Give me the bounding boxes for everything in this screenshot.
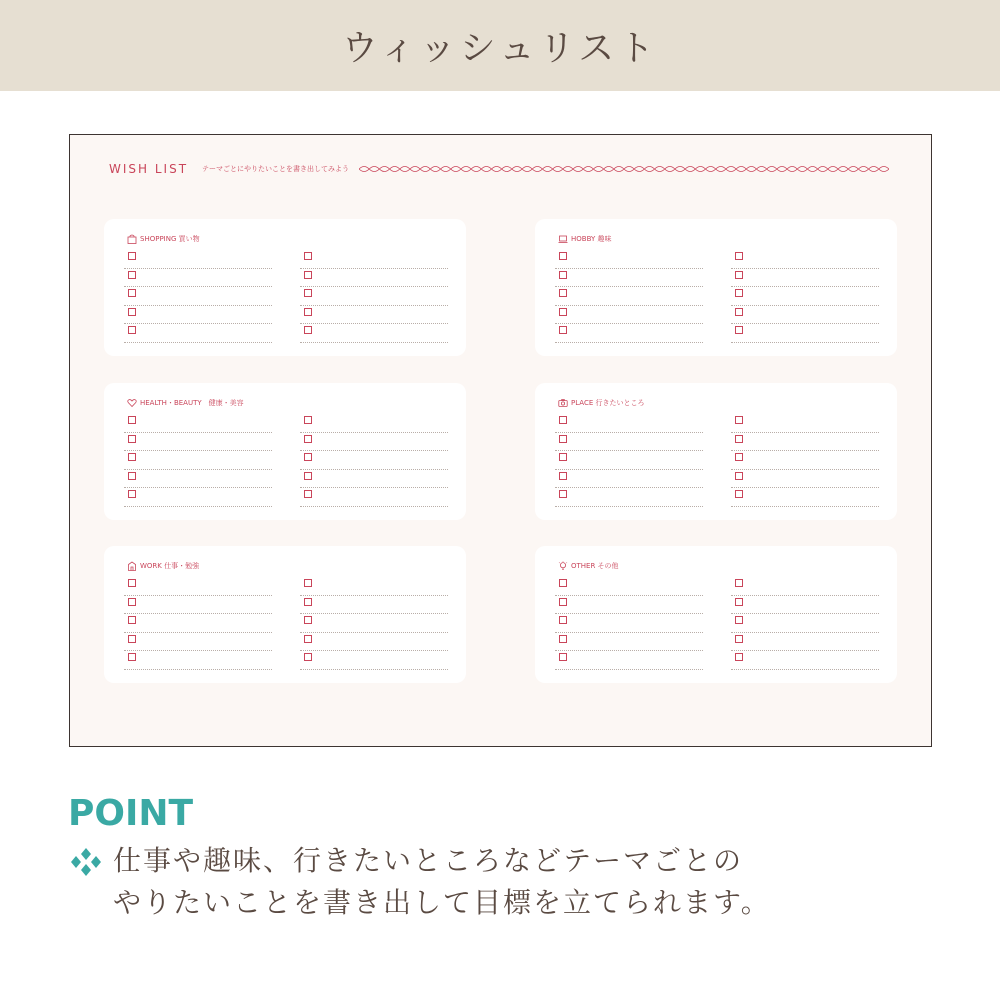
list-item[interactable] (124, 250, 272, 269)
list-item[interactable] (124, 470, 272, 489)
list-item[interactable] (300, 451, 448, 470)
checklist-column (555, 577, 703, 670)
point-line-1: 仕事や趣味、行きたいところなどテーマごとの (113, 844, 744, 877)
list-item[interactable] (731, 250, 879, 269)
list-item[interactable] (731, 470, 879, 489)
checklist-column (300, 577, 448, 670)
checkbox[interactable] (559, 289, 567, 297)
list-item[interactable] (555, 470, 703, 489)
list-item[interactable] (300, 269, 448, 288)
checkbox[interactable] (128, 490, 136, 498)
list-item[interactable] (731, 614, 879, 633)
list-item[interactable] (731, 488, 879, 507)
checkbox[interactable] (304, 579, 312, 587)
checkbox[interactable] (735, 579, 743, 587)
card-health-beauty (104, 383, 466, 520)
checkbox[interactable] (304, 435, 312, 443)
list-item[interactable] (555, 287, 703, 306)
list-item[interactable] (731, 596, 879, 615)
checkbox[interactable] (559, 435, 567, 443)
point-title: POINT (68, 793, 194, 834)
list-item[interactable] (300, 596, 448, 615)
list-item[interactable] (731, 324, 879, 343)
diamond-cluster-icon (70, 847, 102, 877)
header-band (0, 0, 1000, 91)
list-item[interactable] (555, 596, 703, 615)
list-item[interactable] (555, 306, 703, 325)
checkbox[interactable] (304, 271, 312, 279)
wish-list-subtitle: テーマごとにやりたいことを書き出してみよう (202, 165, 350, 173)
list-item[interactable] (555, 433, 703, 452)
checkbox[interactable] (128, 616, 136, 624)
list-item[interactable] (124, 414, 272, 433)
checkbox[interactable] (735, 598, 743, 606)
checklist-column (731, 414, 879, 507)
checklist-column (124, 414, 272, 507)
checkbox[interactable] (735, 453, 743, 461)
checkbox[interactable] (128, 472, 136, 480)
checklist-column (555, 250, 703, 343)
list-item[interactable] (300, 414, 448, 433)
list-item[interactable] (124, 488, 272, 507)
list-item[interactable] (555, 250, 703, 269)
card-hobby (535, 219, 897, 356)
list-item[interactable] (300, 651, 448, 670)
checkbox[interactable] (304, 252, 312, 260)
list-item[interactable] (124, 651, 272, 670)
decorative-wave-divider (359, 164, 889, 174)
checkbox[interactable] (128, 289, 136, 297)
checkbox[interactable] (735, 271, 743, 279)
checkbox[interactable] (128, 579, 136, 587)
checklist-column (555, 414, 703, 507)
card-label: OTHER その他 (571, 562, 619, 570)
checkbox[interactable] (735, 616, 743, 624)
list-item[interactable] (731, 577, 879, 596)
list-item[interactable] (555, 269, 703, 288)
list-item[interactable] (731, 651, 879, 670)
list-item[interactable] (300, 488, 448, 507)
checklist-column (124, 250, 272, 343)
checkbox[interactable] (559, 416, 567, 424)
checklist-column (124, 577, 272, 670)
list-item[interactable] (731, 306, 879, 325)
checkbox[interactable] (128, 252, 136, 260)
checkbox[interactable] (304, 653, 312, 661)
list-item[interactable] (300, 470, 448, 489)
checkbox[interactable] (128, 435, 136, 443)
checkbox[interactable] (559, 271, 567, 279)
checkbox[interactable] (735, 653, 743, 661)
checkbox[interactable] (304, 635, 312, 643)
list-item[interactable] (124, 306, 272, 325)
checkbox[interactable] (128, 598, 136, 606)
shopping-bag-icon (127, 234, 137, 244)
list-item[interactable] (731, 633, 879, 652)
checkbox[interactable] (128, 271, 136, 279)
lightbulb-icon (558, 561, 568, 571)
list-item[interactable] (555, 614, 703, 633)
list-item[interactable] (300, 633, 448, 652)
checkbox[interactable] (735, 490, 743, 498)
page-title: ウィッシュリスト (341, 28, 659, 69)
list-item[interactable] (124, 633, 272, 652)
card-label: SHOPPING 買い物 (140, 235, 200, 243)
list-item[interactable] (124, 287, 272, 306)
card-other (535, 546, 897, 683)
card-place (535, 383, 897, 520)
checkbox[interactable] (559, 579, 567, 587)
sheet-header (109, 159, 889, 179)
list-item[interactable] (124, 324, 272, 343)
laptop-icon (558, 234, 568, 244)
list-item[interactable] (555, 324, 703, 343)
list-item[interactable] (555, 451, 703, 470)
checkbox[interactable] (735, 635, 743, 643)
list-item[interactable] (555, 577, 703, 596)
list-item[interactable] (731, 287, 879, 306)
checkbox[interactable] (128, 635, 136, 643)
card-work (104, 546, 466, 683)
list-item[interactable] (124, 577, 272, 596)
list-item[interactable] (731, 451, 879, 470)
checklist-column (731, 577, 879, 670)
checkbox[interactable] (304, 416, 312, 424)
checkbox[interactable] (128, 653, 136, 661)
list-item[interactable] (731, 414, 879, 433)
checkbox[interactable] (559, 326, 567, 334)
list-item[interactable] (124, 451, 272, 470)
list-item[interactable] (124, 433, 272, 452)
card-shopping (104, 219, 466, 356)
checkbox[interactable] (735, 308, 743, 316)
card-label: PLACE 行きたいところ (571, 399, 645, 407)
list-item[interactable] (555, 651, 703, 670)
list-item[interactable] (300, 614, 448, 633)
card-label: HOBBY 趣味 (571, 235, 612, 243)
checkbox[interactable] (559, 453, 567, 461)
point-line-2: やりたいことを書き出して目標を立てられます。 (113, 886, 771, 919)
list-item[interactable] (555, 488, 703, 507)
list-item[interactable] (124, 614, 272, 633)
checkbox[interactable] (735, 252, 743, 260)
list-item[interactable] (555, 414, 703, 433)
point-description (113, 840, 973, 924)
list-item[interactable] (731, 269, 879, 288)
wish-list-title: WISH LIST (109, 162, 189, 176)
building-icon (127, 561, 137, 571)
list-item[interactable] (300, 577, 448, 596)
checkbox[interactable] (735, 472, 743, 480)
checklist-column (731, 250, 879, 343)
checkbox[interactable] (559, 308, 567, 316)
checkbox[interactable] (304, 308, 312, 316)
checkbox[interactable] (128, 453, 136, 461)
wish-list-sheet (69, 134, 932, 747)
checkbox[interactable] (559, 635, 567, 643)
card-label: HEALTH・BEAUTY 健康・美容 (140, 399, 244, 407)
checkbox[interactable] (735, 416, 743, 424)
card-label: WORK 仕事・勉強 (140, 562, 200, 570)
checkbox[interactable] (128, 416, 136, 424)
checkbox[interactable] (304, 453, 312, 461)
list-item[interactable] (555, 633, 703, 652)
checkbox[interactable] (559, 598, 567, 606)
list-item[interactable] (124, 596, 272, 615)
list-item[interactable] (300, 324, 448, 343)
checkbox[interactable] (304, 616, 312, 624)
checkbox[interactable] (559, 616, 567, 624)
checkbox[interactable] (559, 490, 567, 498)
list-item[interactable] (300, 433, 448, 452)
checkbox[interactable] (559, 472, 567, 480)
checkbox[interactable] (304, 326, 312, 334)
checkbox[interactable] (735, 435, 743, 443)
list-item[interactable] (731, 433, 879, 452)
checkbox[interactable] (735, 289, 743, 297)
camera-icon (558, 398, 568, 408)
checkbox[interactable] (304, 598, 312, 606)
list-item[interactable] (300, 250, 448, 269)
heart-icon (127, 398, 137, 408)
checklist-column (300, 250, 448, 343)
checkbox[interactable] (304, 472, 312, 480)
checkbox[interactable] (735, 326, 743, 334)
list-item[interactable] (300, 306, 448, 325)
checkbox[interactable] (559, 653, 567, 661)
checkbox[interactable] (128, 326, 136, 334)
checkbox[interactable] (304, 289, 312, 297)
list-item[interactable] (300, 287, 448, 306)
checkbox[interactable] (304, 490, 312, 498)
checkbox[interactable] (559, 252, 567, 260)
checkbox[interactable] (128, 308, 136, 316)
checklist-column (300, 414, 448, 507)
list-item[interactable] (124, 269, 272, 288)
